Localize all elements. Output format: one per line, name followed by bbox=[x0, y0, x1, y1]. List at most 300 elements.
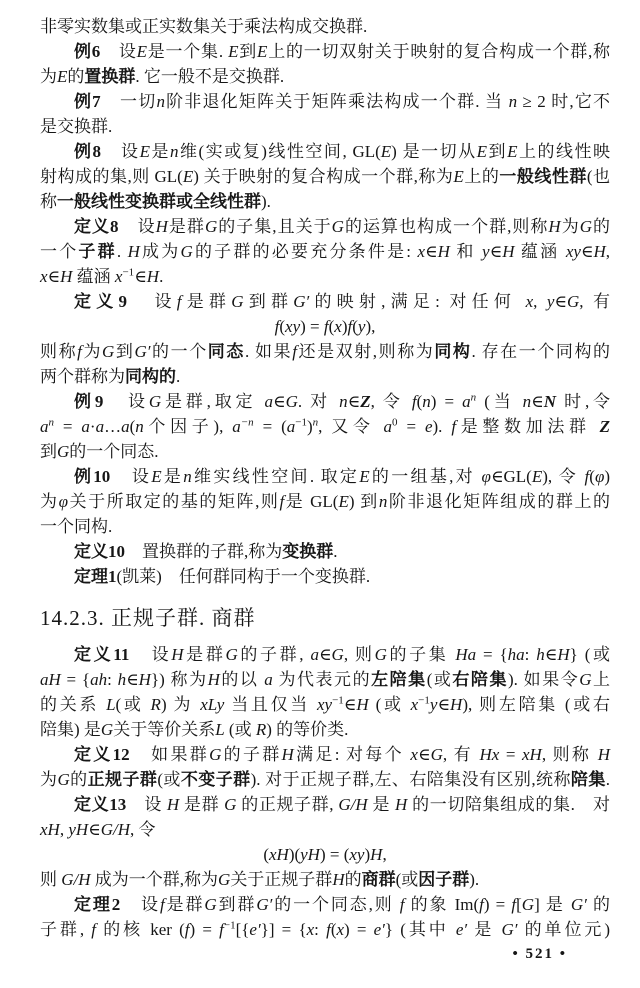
text-run: ∈ bbox=[347, 392, 361, 411]
text-run: 是交换群. bbox=[40, 117, 113, 136]
text-run: 例10 bbox=[74, 467, 111, 486]
text-run: ) = ( bbox=[319, 845, 350, 864]
text-run: y bbox=[482, 242, 490, 261]
text-run: = ( bbox=[253, 417, 287, 436]
text-run: H bbox=[370, 845, 383, 864]
text-run: x bbox=[410, 695, 419, 714]
text-run: 到 bbox=[238, 42, 258, 61]
text-run: 置换群 bbox=[84, 67, 136, 86]
text-run: a bbox=[264, 670, 273, 689]
text-run: 一般线性群 bbox=[499, 167, 587, 186]
text-run: 上的一切双射关于映射的复合构成一个群,称 bbox=[267, 42, 611, 61]
text-run: 上的线性映 bbox=[517, 142, 611, 161]
document-body bbox=[40, 14, 610, 942]
text-line bbox=[40, 414, 610, 439]
text-run: 的子集,且关于 bbox=[217, 217, 332, 236]
text-run: : bbox=[107, 670, 118, 689]
text-run: ), 则左陪集 (或右 bbox=[462, 695, 610, 714]
text-run: n bbox=[312, 416, 319, 429]
text-run: G bbox=[231, 292, 244, 311]
text-run: 非零实数集或正实数集关于乘法构成交换群. bbox=[40, 17, 368, 36]
text-run: G/H bbox=[61, 870, 91, 889]
text-run: )( bbox=[288, 845, 301, 864]
text-run: Hx bbox=[479, 745, 500, 764]
text-run: 当且仅当 bbox=[224, 695, 317, 714]
text-run: 设 bbox=[126, 795, 167, 814]
text-run: 的子集 bbox=[386, 645, 456, 664]
text-run: ∈ bbox=[126, 670, 139, 689]
text-run: . 如果 bbox=[244, 342, 293, 361]
text-run: 关于正规子群 bbox=[230, 870, 333, 889]
text-run: ) 到 bbox=[348, 492, 379, 511]
text-run: 的 bbox=[586, 895, 611, 914]
text-run: 设 bbox=[118, 217, 156, 236]
text-run: 维实线性空间. 取定 bbox=[191, 467, 360, 486]
text-run: −1 bbox=[332, 694, 344, 707]
text-run: ∈ bbox=[417, 745, 431, 764]
text-run: : bbox=[524, 645, 537, 664]
text-run: ( bbox=[352, 317, 358, 336]
text-run: . 对 bbox=[297, 392, 340, 411]
text-run: x bbox=[334, 317, 342, 336]
text-run: } (或 bbox=[569, 645, 611, 664]
text-run: 例7 bbox=[74, 92, 101, 111]
text-run: ] 是 bbox=[534, 895, 571, 914]
text-run: 同构的 bbox=[125, 367, 176, 386]
text-run: a bbox=[286, 417, 296, 436]
text-run: x bbox=[410, 745, 418, 764]
text-run: (或 bbox=[157, 770, 181, 789]
text-run: xH bbox=[522, 745, 542, 764]
text-run: G bbox=[180, 242, 193, 261]
text-run: ∈ bbox=[544, 645, 558, 664]
text-run: 如果群 bbox=[129, 745, 210, 764]
text-run: H bbox=[171, 645, 184, 664]
text-run: n bbox=[378, 492, 388, 511]
text-run: E bbox=[228, 42, 239, 61]
text-run: a bbox=[40, 417, 49, 436]
text-run: 为代表元的 bbox=[272, 670, 372, 689]
text-line bbox=[40, 792, 610, 817]
text-run: , 又令 bbox=[318, 417, 384, 436]
text-run: e′ bbox=[249, 920, 261, 939]
text-run: 的象 Im( bbox=[404, 895, 480, 914]
text-run: , bbox=[605, 242, 611, 261]
text-run: 的单位元) bbox=[517, 920, 610, 939]
text-run: H bbox=[138, 670, 151, 689]
text-line bbox=[40, 189, 610, 214]
section-heading bbox=[40, 603, 610, 633]
text-run: R bbox=[150, 695, 161, 714]
text-run: , 令 bbox=[130, 820, 156, 839]
text-run: ∈ bbox=[318, 645, 332, 664]
text-run: 置换群的子群,称为 bbox=[125, 542, 283, 561]
text-run: −1 bbox=[122, 266, 135, 279]
text-run: E bbox=[380, 142, 392, 161]
text-run: 的子群, bbox=[237, 645, 311, 664]
text-run: ) 的等价类. bbox=[266, 720, 349, 739]
text-run: (或 bbox=[426, 670, 453, 689]
text-run: H bbox=[281, 745, 294, 764]
text-run: xy bbox=[565, 242, 581, 261]
text-run: x bbox=[336, 920, 345, 939]
text-run: G bbox=[204, 895, 217, 914]
text-run: ∈ bbox=[489, 242, 503, 261]
text-run: ). bbox=[469, 870, 480, 889]
text-run: G bbox=[567, 292, 580, 311]
text-run: 是 bbox=[149, 142, 170, 161]
text-run: … bbox=[104, 417, 122, 436]
text-run: 到 bbox=[487, 142, 508, 161]
text-run: ∈ bbox=[531, 392, 544, 411]
text-run: f bbox=[77, 342, 82, 361]
text-run: 例8 bbox=[74, 142, 102, 161]
text-run: a bbox=[232, 417, 241, 436]
text-run: H bbox=[146, 267, 160, 286]
text-run: G′ bbox=[134, 342, 151, 361]
text-run: G bbox=[100, 720, 114, 739]
text-run: E bbox=[139, 142, 150, 161]
text-run: 正规子群 bbox=[87, 770, 158, 789]
text-line bbox=[40, 314, 610, 339]
text-run: f bbox=[219, 920, 224, 939]
text-run: ( bbox=[330, 920, 337, 939]
text-line bbox=[40, 564, 610, 589]
text-run: 个因子), bbox=[143, 417, 233, 436]
text-run: 的以 bbox=[219, 670, 265, 689]
text-line bbox=[40, 867, 610, 892]
text-run: 上的 bbox=[463, 167, 500, 186]
text-run: Z bbox=[360, 392, 371, 411]
text-run: G bbox=[285, 392, 298, 411]
text-run: ) = bbox=[300, 317, 324, 336]
text-run: G bbox=[331, 217, 344, 236]
text-run: 设 bbox=[120, 895, 160, 914]
text-run: 例6 bbox=[74, 42, 101, 61]
text-run: 成为 bbox=[139, 242, 181, 261]
text-run: . bbox=[159, 267, 164, 286]
text-run: 定义12 bbox=[74, 745, 130, 764]
text-run: ) = bbox=[344, 920, 374, 939]
text-run: (或 bbox=[395, 870, 419, 889]
text-run: N bbox=[543, 392, 557, 411]
text-run: }] = { bbox=[260, 920, 307, 939]
text-line bbox=[40, 64, 610, 89]
text-run: G′ bbox=[293, 292, 310, 311]
text-run: (或 bbox=[224, 720, 256, 739]
text-run: 的子群 bbox=[221, 745, 282, 764]
text-run: 同态 bbox=[207, 342, 245, 361]
text-run: 陪集 bbox=[570, 770, 606, 789]
text-run: ) 为 bbox=[160, 695, 201, 714]
text-run: 是群 bbox=[181, 292, 232, 311]
text-run: H bbox=[207, 670, 220, 689]
text-run: x bbox=[40, 267, 48, 286]
text-run: H bbox=[557, 645, 570, 664]
text-run: 的正规子群, bbox=[236, 795, 339, 814]
text-line bbox=[40, 464, 610, 489]
text-run: ) bbox=[341, 317, 348, 336]
text-run: , 有 bbox=[579, 292, 611, 311]
text-run: ∈ bbox=[554, 292, 568, 311]
text-run: 的映射,满足: 对任何 bbox=[309, 292, 526, 311]
text-run: 的一切陪集组成的集. 对 bbox=[407, 795, 611, 814]
text-run: 是 bbox=[467, 920, 502, 939]
text-run: 左陪集 bbox=[371, 670, 427, 689]
text-run: G bbox=[148, 392, 162, 411]
text-run: a bbox=[95, 417, 105, 436]
text-run: 0 bbox=[392, 416, 398, 429]
text-run: f bbox=[176, 292, 182, 311]
text-run: 14.2.3. 正规子群. 商群 bbox=[40, 606, 256, 630]
text-run: ) = bbox=[189, 920, 220, 939]
text-run: G bbox=[209, 745, 222, 764]
text-run: a bbox=[383, 417, 393, 436]
text-run: 一个 bbox=[40, 242, 79, 261]
text-run: 为 bbox=[40, 67, 57, 86]
text-run: G′ bbox=[570, 895, 587, 914]
text-run: y bbox=[357, 317, 366, 336]
text-run: n bbox=[339, 392, 348, 411]
text-run: ) 关于映射的复合构成一个群,称为 bbox=[193, 167, 454, 186]
text-run: 蕴涵 bbox=[72, 267, 115, 286]
text-line bbox=[40, 539, 610, 564]
text-run: 设 bbox=[101, 142, 140, 161]
text-run: L bbox=[106, 695, 116, 714]
text-run: 不变子群 bbox=[180, 770, 251, 789]
text-run: . bbox=[116, 242, 128, 261]
text-line bbox=[40, 339, 610, 364]
text-run: ∈ bbox=[272, 392, 286, 411]
text-run: G bbox=[331, 645, 344, 664]
text-run: 满足: 对每个 bbox=[293, 745, 411, 764]
text-run: H bbox=[166, 795, 180, 814]
text-run: f bbox=[399, 895, 405, 914]
text-run: 为 bbox=[40, 770, 58, 789]
text-run: , bbox=[382, 845, 387, 864]
text-run: 的核 ker ( bbox=[96, 920, 185, 939]
text-run: f bbox=[326, 920, 331, 939]
text-run: 例9 bbox=[74, 392, 104, 411]
text-run: = bbox=[54, 417, 82, 436]
text-run: 是 bbox=[367, 795, 395, 814]
text-run: = bbox=[397, 417, 425, 436]
text-run: ∈ bbox=[437, 695, 451, 714]
text-run: E bbox=[136, 42, 147, 61]
text-run: L bbox=[215, 720, 225, 739]
text-run: , bbox=[533, 292, 547, 311]
text-run: 一个同构. bbox=[40, 517, 113, 536]
text-run: = bbox=[499, 745, 522, 764]
text-run: [ bbox=[516, 895, 522, 914]
text-run: ∈ bbox=[580, 242, 594, 261]
text-run: . bbox=[176, 367, 181, 386]
text-run: a bbox=[121, 417, 130, 436]
text-run: 成为一个群,称为 bbox=[90, 870, 219, 889]
text-run: 称 bbox=[40, 192, 57, 211]
text-line bbox=[40, 264, 610, 289]
text-line bbox=[40, 514, 610, 539]
text-run: a bbox=[264, 392, 273, 411]
text-run: x bbox=[306, 920, 315, 939]
text-run: 的一个同态. bbox=[69, 442, 159, 461]
text-run: 和 bbox=[449, 242, 483, 261]
text-run: xy bbox=[349, 845, 365, 864]
text-run: ) bbox=[604, 467, 611, 486]
text-run: ), 令 bbox=[542, 467, 585, 486]
text-run: 是群 bbox=[167, 217, 205, 236]
text-run: E bbox=[359, 467, 370, 486]
text-run: 定义8 bbox=[74, 217, 119, 236]
text-run: G bbox=[218, 870, 231, 889]
text-run: f bbox=[274, 317, 280, 336]
text-run: n bbox=[522, 392, 532, 411]
text-run: , 令 bbox=[370, 392, 412, 411]
text-run: xLy bbox=[200, 695, 225, 714]
text-run: n bbox=[48, 416, 54, 429]
text-run: ) 是一切从 bbox=[391, 142, 477, 161]
text-run: 则称 bbox=[40, 342, 78, 361]
text-run: aH bbox=[40, 670, 61, 689]
text-run: ( bbox=[589, 467, 595, 486]
text-run: H bbox=[548, 217, 561, 236]
text-line bbox=[40, 364, 610, 389]
text-run: E bbox=[531, 467, 543, 486]
text-run: e bbox=[424, 417, 433, 436]
text-run: 到 bbox=[40, 442, 57, 461]
text-run: 定理1 bbox=[74, 567, 117, 586]
text-line bbox=[40, 439, 610, 464]
text-run: f bbox=[159, 895, 165, 914]
text-run: 设 bbox=[100, 42, 137, 61]
text-run: 变换群 bbox=[282, 542, 334, 561]
text-run: G bbox=[102, 342, 115, 361]
text-line bbox=[40, 289, 610, 314]
text-run: 是群,取定 bbox=[161, 392, 265, 411]
text-run: 两个群称为 bbox=[40, 367, 125, 386]
text-run: f bbox=[451, 417, 457, 436]
text-run: x bbox=[525, 292, 534, 311]
text-run: a bbox=[81, 417, 90, 436]
text-run: 则 bbox=[40, 870, 62, 889]
text-run: f bbox=[411, 392, 417, 411]
text-run: ∈ bbox=[134, 267, 147, 286]
text-run: G bbox=[430, 745, 443, 764]
text-run: xy bbox=[316, 695, 333, 714]
text-run: f bbox=[479, 895, 484, 914]
text-run: E bbox=[257, 42, 268, 61]
text-run: ) = bbox=[430, 392, 463, 411]
text-run: −n bbox=[240, 416, 254, 429]
text-run: 的 bbox=[592, 217, 611, 236]
text-run: ). bbox=[432, 417, 452, 436]
text-run: f bbox=[323, 317, 329, 336]
text-run: G/H bbox=[100, 820, 131, 839]
text-run: 的运算也构成一个群,则称 bbox=[343, 217, 549, 236]
text-run: . 存在一个同构的 bbox=[471, 342, 611, 361]
text-run: n bbox=[183, 467, 192, 486]
text-run: 为 bbox=[560, 217, 580, 236]
text-run: φ bbox=[58, 492, 68, 511]
text-line bbox=[40, 239, 610, 264]
text-run: ha bbox=[507, 645, 525, 664]
text-run: E bbox=[338, 492, 349, 511]
text-run: . bbox=[333, 542, 338, 561]
text-line bbox=[40, 892, 610, 917]
text-run: φ bbox=[481, 467, 491, 486]
text-run: Z bbox=[599, 417, 611, 436]
text-run: 的 bbox=[67, 67, 85, 86]
text-run: 子群 bbox=[78, 242, 117, 261]
text-run: H bbox=[356, 695, 369, 714]
text-run: (凯莱) 任何群同构于一个变换群. bbox=[116, 567, 371, 586]
text-run: n bbox=[470, 391, 477, 404]
text-run: 到群 bbox=[216, 895, 257, 914]
text-run: y bbox=[429, 695, 438, 714]
text-run: 一般线性变换群或全线性群 bbox=[57, 192, 261, 211]
text-run: n bbox=[156, 92, 165, 111]
text-run: 是群 bbox=[179, 795, 225, 814]
text-run: = { bbox=[476, 645, 508, 664]
text-line bbox=[40, 139, 610, 164]
text-run: 的一个 bbox=[150, 342, 208, 361]
text-run: ) bbox=[306, 417, 313, 436]
text-run: n bbox=[508, 92, 518, 111]
text-run: ∈GL( bbox=[490, 467, 532, 486]
text-line bbox=[40, 917, 610, 942]
text-run: ). bbox=[261, 192, 271, 211]
text-run: f bbox=[279, 492, 285, 511]
text-run: ∈ bbox=[47, 267, 61, 286]
text-run: E bbox=[453, 167, 464, 186]
text-run: x bbox=[417, 242, 426, 261]
text-run: G bbox=[57, 770, 70, 789]
text-run: f bbox=[347, 317, 353, 336]
page-number: • 521 • bbox=[512, 946, 567, 962]
text-run: n bbox=[169, 142, 179, 161]
text-run: 是 GL( bbox=[284, 492, 339, 511]
text-run: 子群, bbox=[40, 920, 92, 939]
text-run: [{ bbox=[235, 920, 250, 939]
text-run: 时,令 bbox=[556, 392, 611, 411]
text-run: G bbox=[579, 217, 593, 236]
text-run: yH bbox=[68, 820, 89, 839]
text-run: , bbox=[59, 820, 69, 839]
text-run: ) = bbox=[483, 895, 512, 914]
text-run: yH bbox=[300, 845, 320, 864]
text-run: , 则称 bbox=[541, 745, 598, 764]
text-run: f bbox=[584, 467, 590, 486]
text-run: 关于所取定的基的矩阵,则 bbox=[67, 492, 280, 511]
text-run: ∈ bbox=[343, 695, 357, 714]
text-run: f bbox=[511, 895, 517, 914]
text-run: H bbox=[597, 745, 611, 764]
text-run: 上 bbox=[591, 670, 611, 689]
text-run: H bbox=[437, 242, 450, 261]
text-line bbox=[40, 717, 610, 742]
text-run: E bbox=[151, 467, 162, 486]
text-run: 是群 bbox=[183, 645, 226, 664]
text-run: 右陪集 bbox=[452, 670, 508, 689]
text-run: y bbox=[546, 292, 555, 311]
text-run: G bbox=[57, 442, 70, 461]
text-run: 蕴涵 bbox=[514, 242, 566, 261]
text-run: G/H bbox=[338, 795, 368, 814]
text-run: , 有 bbox=[442, 745, 480, 764]
text-run: ∈ bbox=[425, 242, 438, 261]
text-run: 设 bbox=[129, 645, 172, 664]
text-run: a bbox=[462, 392, 471, 411]
